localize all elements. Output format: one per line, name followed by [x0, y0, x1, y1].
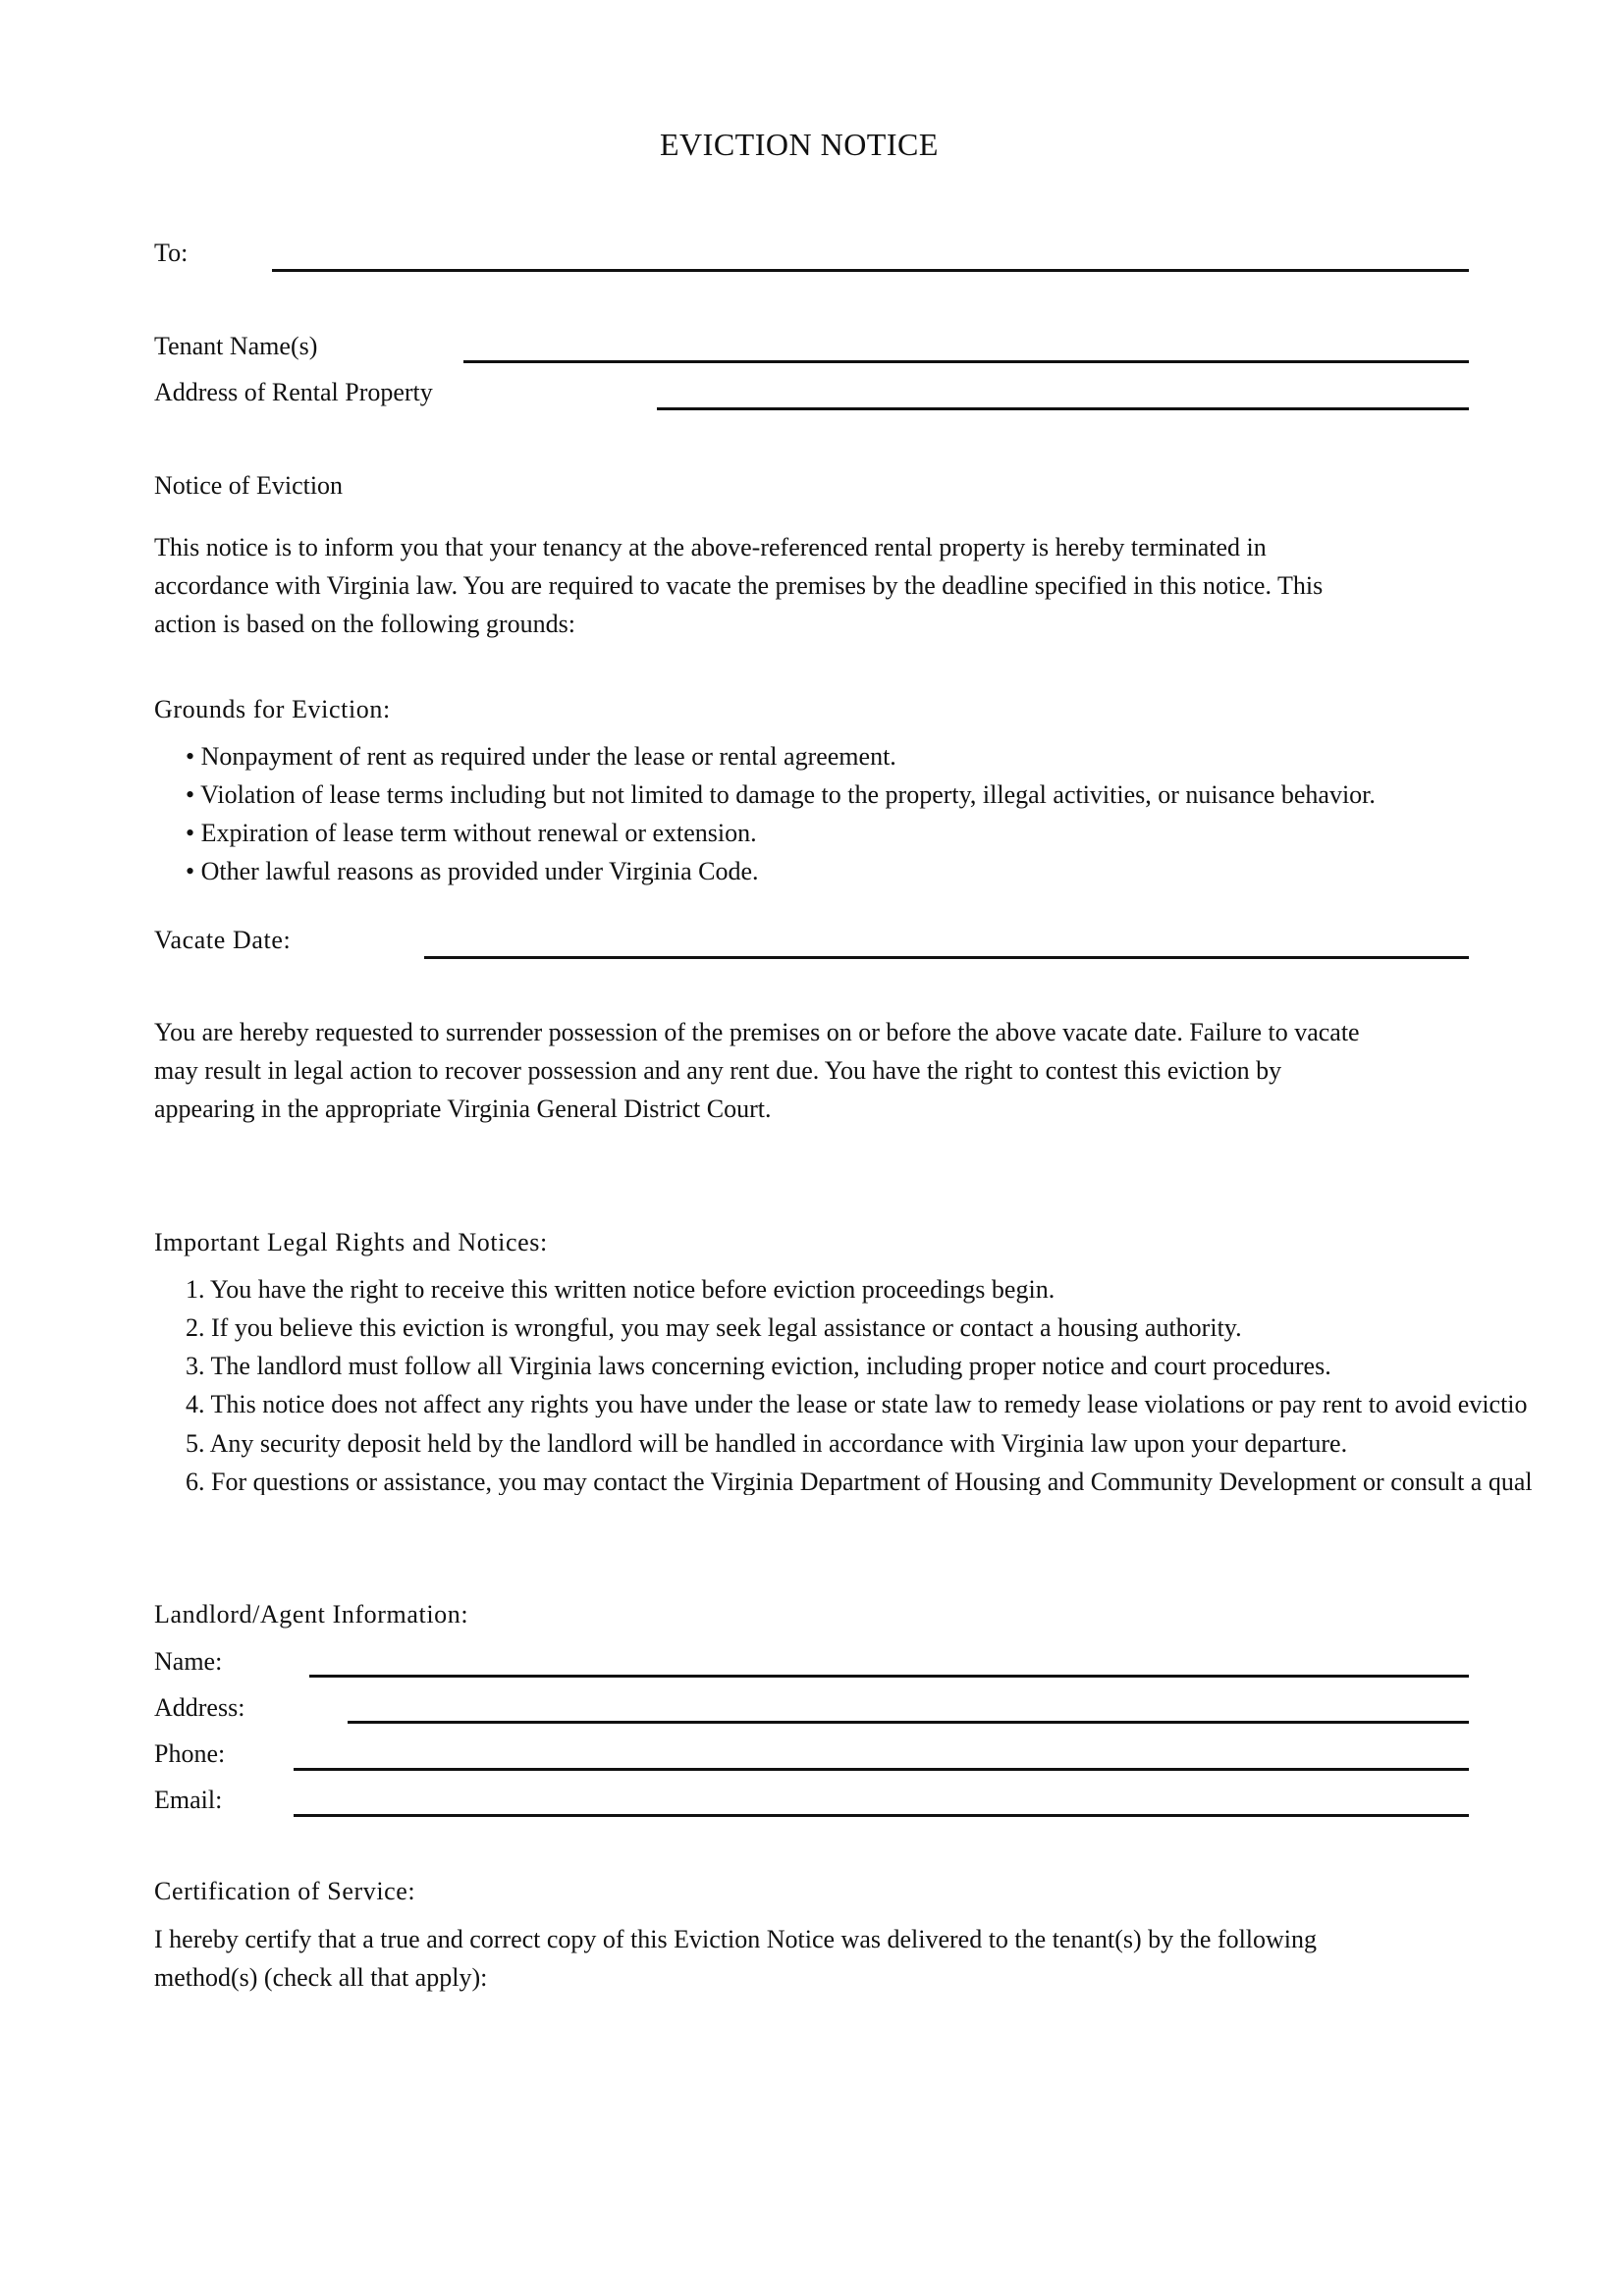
rights-item-1: 1. You have the right to receive this written notice before eviction proceedings begin.	[186, 1275, 1056, 1304]
rights-heading: Important Legal Rights and Notices:	[154, 1228, 548, 1256]
landlord-email-label: Email:	[154, 1786, 223, 1814]
grounds-item-3: • Expiration of lease term without renewal or extension.	[186, 819, 757, 847]
address-label: Address of Rental Property	[154, 378, 433, 406]
landlord-name-label: Name:	[154, 1647, 223, 1676]
certification-paragraph	[154, 1920, 1470, 1997]
grounds-heading: Grounds for Eviction:	[154, 695, 391, 723]
landlord-address-field-line[interactable]	[348, 1721, 1469, 1724]
landlord-address-label: Address:	[154, 1693, 245, 1722]
rights-item-6: 6. For questions or assistance, you may contact the Virginia Department of Housing and Community Development or consult a qual	[186, 1469, 1533, 1495]
vacate-date-field-line[interactable]	[424, 956, 1469, 959]
landlord-heading: Landlord/Agent Information:	[154, 1600, 469, 1629]
surrender-line-2: may result in legal action to recover possession and any rent due. You have the right to contest this eviction by	[154, 1056, 1282, 1085]
notice-paragraph	[154, 528, 1470, 643]
address-field-line[interactable]	[657, 407, 1469, 410]
tenant-name-label: Tenant Name(s)	[154, 332, 318, 360]
to-field-line[interactable]	[272, 269, 1469, 272]
notice-line-2: accordance with Virginia law. You are required to vacate the premises by the deadline specified in this notice. This	[154, 571, 1324, 600]
certification-line-1: I hereby certify that a true and correct copy of this Eviction Notice was delivered to the tenant(s) by the following	[154, 1925, 1318, 1953]
rights-item-5: 5. Any security deposit held by the landlord will be handled in accordance with Virginia law upon your departure.	[186, 1429, 1348, 1458]
surrender-line-3: appearing in the appropriate Virginia General District Court.	[154, 1095, 772, 1123]
notice-heading: Notice of Eviction	[154, 471, 344, 500]
landlord-email-field-line[interactable]	[294, 1814, 1469, 1817]
landlord-name-field-line[interactable]	[309, 1675, 1469, 1678]
page-title: EVICTION NOTICE	[660, 127, 939, 162]
tenant-name-field-line[interactable]	[463, 360, 1469, 363]
certification-heading: Certification of Service:	[154, 1877, 416, 1905]
surrender-line-1: You are hereby requested to surrender possession of the premises on or before the above vacate date. Failure to vacate	[154, 1018, 1360, 1046]
vacate-date-label: Vacate Date:	[154, 926, 292, 954]
notice-line-3: action is based on the following grounds:	[154, 610, 575, 638]
grounds-item-1: • Nonpayment of rent as required under the lease or rental agreement.	[186, 742, 896, 771]
certification-line-2: method(s) (check all that apply):	[154, 1963, 488, 1992]
notice-line-1: This notice is to inform you that your tenancy at the above-referenced rental property is hereby terminated in	[154, 533, 1267, 561]
landlord-phone-label: Phone:	[154, 1739, 226, 1768]
to-label: To:	[154, 239, 189, 267]
surrender-paragraph	[154, 1013, 1470, 1128]
rights-item-3: 3. The landlord must follow all Virginia laws concerning eviction, including proper notice and court procedures.	[186, 1352, 1331, 1380]
rights-item-2: 2. If you believe this eviction is wrongful, you may seek legal assistance or contact a housing authority.	[186, 1313, 1242, 1342]
grounds-item-4: • Other lawful reasons as provided under Virginia Code.	[186, 857, 759, 885]
grounds-item-2: • Violation of lease terms including but not limited to damage to the property, illegal activities, or nuisance behavior.	[186, 780, 1376, 809]
landlord-phone-field-line[interactable]	[294, 1768, 1469, 1771]
rights-item-4: 4. This notice does not affect any rights you have under the lease or state law to remedy lease violations or pay rent to avoid evictio	[186, 1392, 1528, 1417]
